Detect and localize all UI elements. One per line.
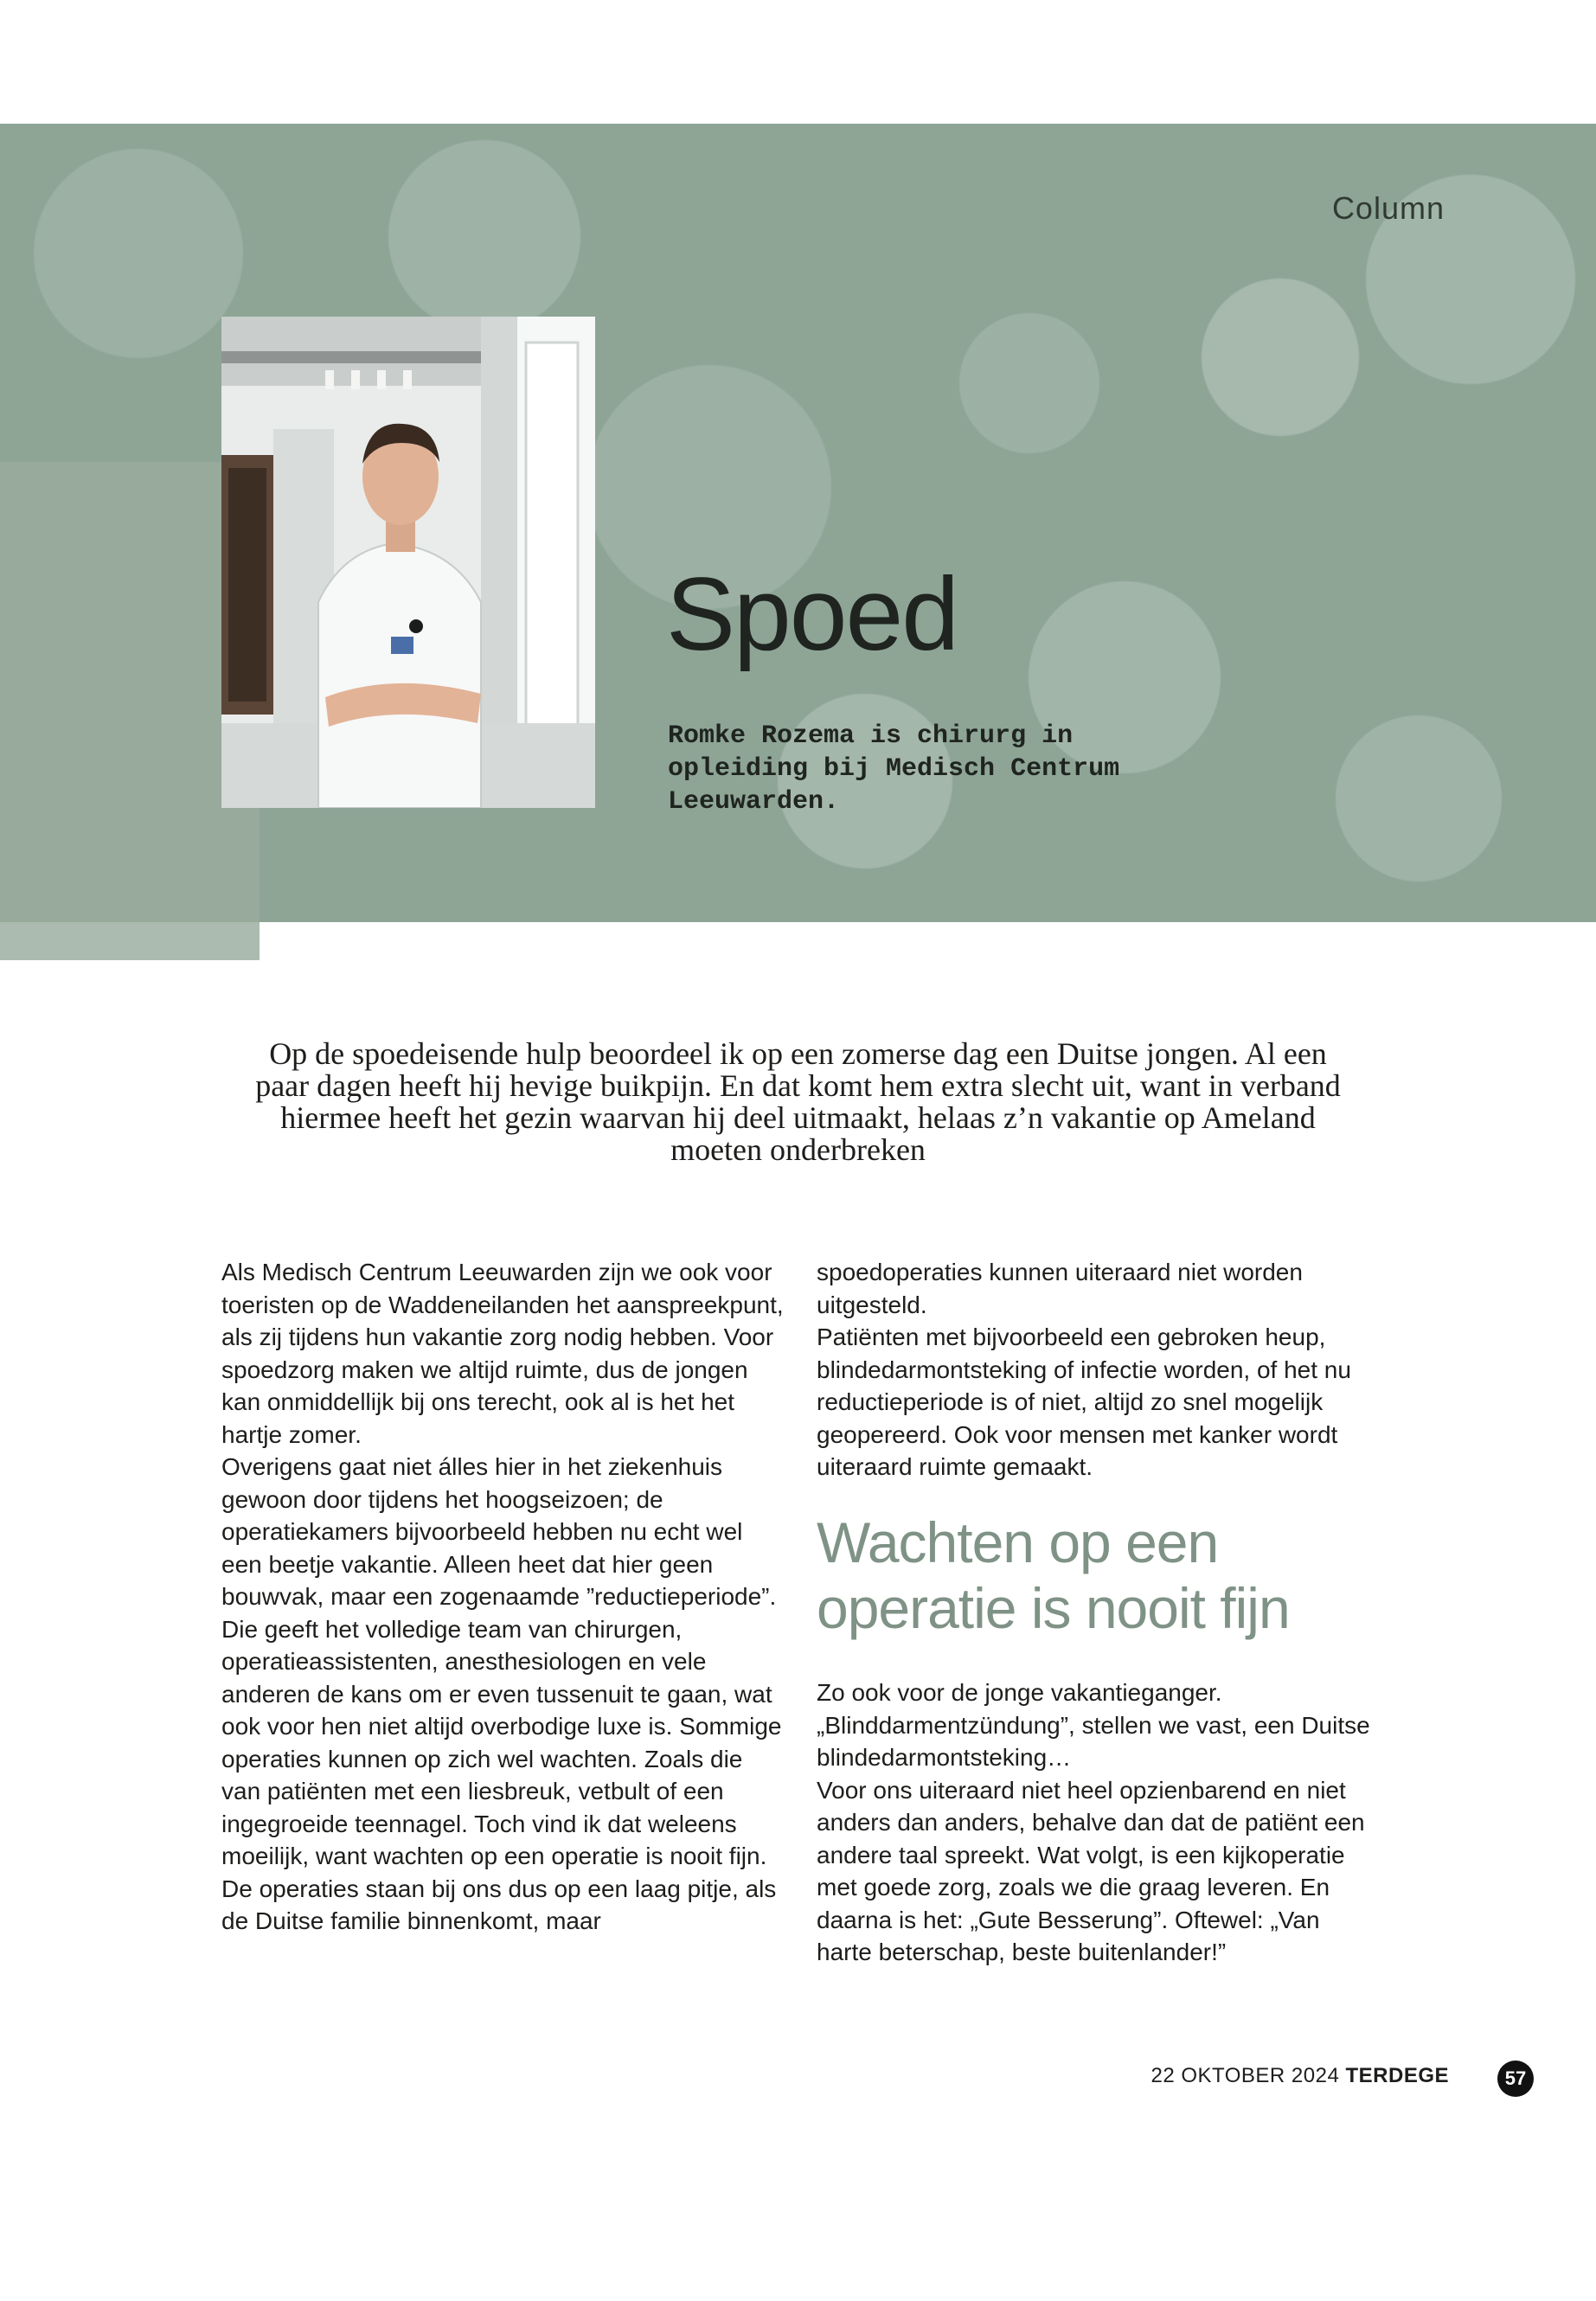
author-portrait (221, 317, 595, 808)
body-paragraph: Als Medisch Centrum Leeuwarden zijn we ook voor toeristen op de Waddeneilanden het aanspreekpunt, als zij tijdens hun vakantie zorg nodig hebben. Voor spoedzorg maken we altijd ruimte, dus de jongen kan onmiddellijk bij ons terecht, ook al is het het hartje zomer. (221, 1259, 784, 1448)
body-paragraph: Patiënten met bijvoorbeeld een gebroken heup, blindedarmontsteking of infectie worden, of het nu reductieperiode is of niet, altijd zo snel mogelijk geopereerd. Ook voor mensen met kanker wordt uiteraard ruimte gemaakt. (817, 1324, 1351, 1480)
body-column-right-bottom (817, 1676, 1379, 1969)
body-column-right-top (817, 1256, 1379, 1484)
body-paragraph: Voor ons uiteraard niet heel opzienbarend en niet anders dan anders, behalve dan dat de patiënt een andere taal spreekt. Wat volgt, is een kijkoperatie met goede zorg, zoals we die graag leveren. En daarna is het: „Gute Besserung”. Oftewel: „Van harte beterschap, beste buitenlander!” (817, 1776, 1365, 1965)
body-paragraph: Overigens gaat niet álles hier in het ziekenhuis gewoon door tijdens het hoogseizoen; de operatiekamers bijvoorbeeld hebben nu echt wel een beetje vakantie. Alleen heet dat hier geen bouwvak, maar een zogenaamde ”reductieperiode”. (221, 1453, 777, 1610)
body-paragraph: Zo ook voor de jonge vakantieganger. „Blinddarmentzündung”, stellen we vast, een Duitse blindedarmontsteking… (817, 1679, 1370, 1771)
article-intro: Op de spoedeisende hulp beoordeel ik op een zomerse dag een Duitse jongen. Al een paar dagen heeft hij hevige buikpijn. En dat komt hem extra slecht uit, want in verband hiermee heeft het gezin waarvan hij deel uitmaakt, helaas z’n vakantie op Ameland moeten onderbreken (255, 1036, 1341, 1167)
author-byline: Romke Rozema is chirurg in opleiding bij Medisch Centrum Leeuwarden. (668, 721, 1120, 817)
body-paragraph: spoedoperaties kunnen uiteraard niet worden uitgesteld. (817, 1259, 1303, 1318)
body-paragraph: Die geeft het volledige team van chirurgen, operatieassistenten, anesthesiologen en vele anderen de kans om er even tussenuit te gaan, wat ook voor hen niet altijd overbodige luxe is. Sommige operaties kunnen op zich wel wachten. Zoals die van patiënten met een liesbreuk, vetbult of een ingegroeide teennagel. Toch vind ik dat weleens moeilijk, want wachten op een operatie is nooit fijn. (221, 1615, 782, 1869)
banner-accent-block (0, 462, 260, 960)
magazine-brand: TERDEGE (1345, 2064, 1449, 2087)
page-footer (1038, 2064, 1449, 2088)
article-title: Spoed (666, 556, 958, 672)
article-subheading: Wachten op een operatie is nooit fijn (817, 1510, 1290, 1640)
banner-accent-tail (0, 922, 260, 960)
page-number: 57 (1497, 2061, 1534, 2097)
body-column-left (221, 1256, 784, 1938)
body-paragraph: De operaties staan bij ons dus op een laag pitje, als de Duitse familie binnenkomt, maar (221, 1875, 777, 1934)
section-label: Column (1331, 190, 1445, 226)
issue-date: 22 OKTOBER 2024 (1151, 2064, 1340, 2087)
